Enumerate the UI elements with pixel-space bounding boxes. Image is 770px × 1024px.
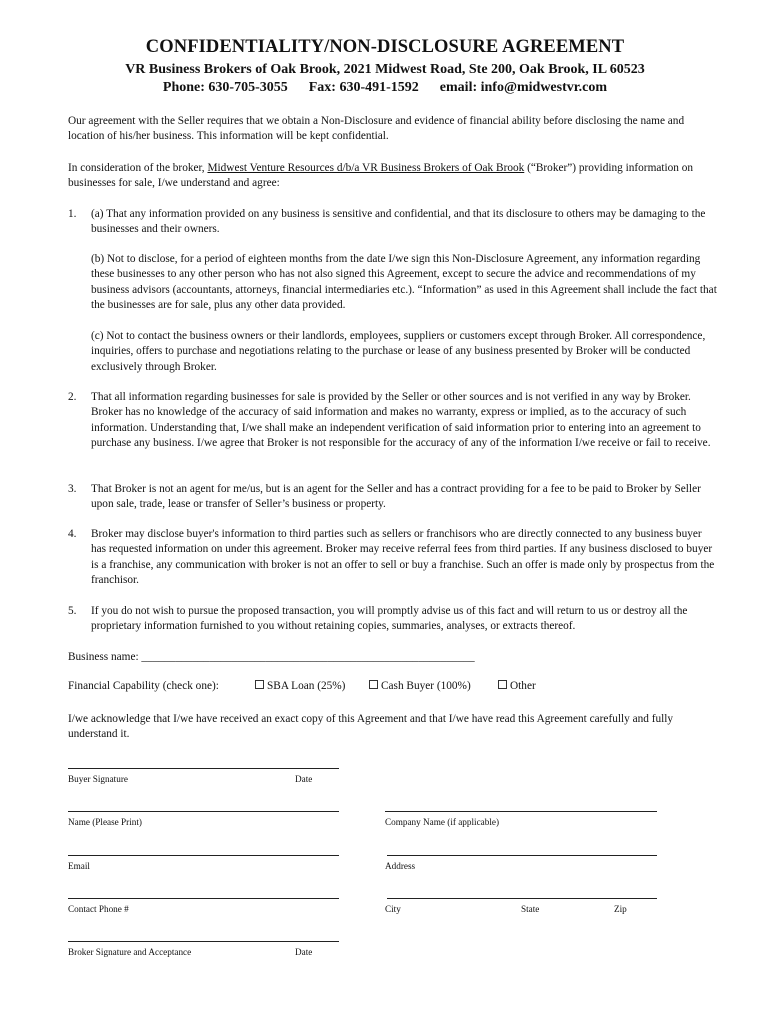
- state-label: State: [521, 904, 540, 914]
- fax-number: Fax: 630-491-1592: [308, 80, 419, 95]
- clause-1b: (b) Not to disclose, for a period of eighteen months from the date I/we sign this Non-Disclosure Agreement, any information regarding these businesses to any other person who has not also signed this Agreement, except to secure the advice and recommendations of my business advisors (accountants, attorneys, financial intermediaries etc.). “Information” as used in this Agreement shall include the fact that the businesses are for sale, plus any other data provided.: [91, 253, 717, 312]
- clause-3: That Broker is not an agent for me/us, but is an agent for the Seller and has a contract providing for a fee to be paid to Broker by Seller upon sale, trade, lease or transfer of Seller’s business or property.: [91, 483, 701, 511]
- clause-5: If you do not wish to pursue the proposed transaction, you will promptly advise us of this fact and will return to us or destroy all the proprietary information furnished to you without retaining copies, summaries, analyses, or extracts thereof.: [91, 605, 688, 633]
- address-line[interactable]: [387, 855, 657, 856]
- other-checkbox[interactable]: [498, 680, 507, 689]
- other-label: Other: [510, 680, 536, 692]
- name-print-line[interactable]: [68, 811, 339, 812]
- company-name-line[interactable]: [385, 811, 657, 812]
- name-print-label: Name (Please Print): [68, 817, 142, 827]
- buyer-signature-label: Buyer Signature: [68, 774, 128, 784]
- email-label: Email: [68, 861, 90, 871]
- sba-loan-checkbox[interactable]: [255, 680, 264, 689]
- financial-capability-label: Financial Capability (check one):: [68, 680, 219, 692]
- broker-name: Midwest Venture Resources d/b/a VR Business Brokers of Oak Brook: [207, 162, 525, 174]
- phone-number: Phone: 630-705-3055: [162, 80, 288, 95]
- clause-2: That all information regarding businesses for sale is provided by the Seller or other sources and is not verified in any way by Broker. Broker has no knowledge of the accuracy of said information and makes no warranty, express or implied, as to the accuracy of such information. Understanding that, I/we shall make an independent verification of said information prior to entering into an agreement to purchase any business. I/we agree that Broker is not responsible for the accuracy of any of the information I/we receive or fail to receive.: [91, 391, 711, 450]
- clause-4: Broker may disclose buyer's information to third parties such as sellers or franchisors who are directly connected to any business buyer has requested information on under this agreement. Broker may receive referral fees from third parties. If any business disclosed to buyer is a franchise, any communication with broker is not an offer to sell or buy a franchise. Such an offer is made only by prospectus from the franchisor.: [91, 528, 715, 587]
- consideration-suffix: (“Broker”) providing information on businesses for sale, I/we understand and agree:: [68, 162, 694, 190]
- clause-1c: (c) Not to contact the business owners or their landlords, employees, suppliers or customers except through Broker. All correspondence, inquiries, offers to purchase and negotiations relating to the purchase or lease of any business presented by Broker will be conducted exclusively through Broker.: [91, 330, 706, 373]
- item-number: 5.: [68, 605, 77, 617]
- consideration-prefix: In consideration of the broker,: [68, 162, 208, 174]
- buyer-signature-line[interactable]: [68, 768, 339, 769]
- city-label: City: [385, 904, 401, 914]
- broker-date-label: Date: [295, 947, 313, 957]
- city-state-zip-line[interactable]: [387, 898, 657, 899]
- item-number: 4.: [68, 528, 77, 540]
- sba-loan-label: SBA Loan (25%): [267, 680, 346, 692]
- company-name-label: Company Name (if applicable): [385, 817, 500, 827]
- email-address: email: info@midwestvr.com: [439, 80, 608, 95]
- item-number: 3.: [68, 483, 77, 495]
- acknowledgement-paragraph: I/we acknowledge that I/we have received an exact copy of this Agreement and that I/we have read this Agreement carefully and fully understand it.: [68, 713, 674, 741]
- broker-signature-line[interactable]: [68, 941, 339, 942]
- address-label: Address: [385, 861, 416, 871]
- clause-1a: (a) That any information provided on any business is sensitive and confidential, and that its disclosure to others may be damaging to the businesses and their owners.: [91, 208, 706, 236]
- zip-label: Zip: [614, 904, 627, 914]
- cash-buyer-label: Cash Buyer (100%): [381, 680, 471, 692]
- document-title: CONFIDENTIALITY/NON-DISCLOSURE AGREEMENT: [145, 37, 625, 57]
- business-name-field[interactable]: Business name: ___________________________________________________________: [68, 651, 475, 663]
- contact-phone-line[interactable]: [68, 898, 339, 899]
- sba-loan-option[interactable]: [255, 680, 345, 692]
- cash-buyer-option[interactable]: [369, 680, 471, 692]
- consideration-paragraph: [68, 161, 718, 192]
- other-option[interactable]: [498, 680, 536, 692]
- item-number: 1.: [68, 208, 77, 220]
- broker-signature-label: Broker Signature and Acceptance: [68, 947, 192, 957]
- broker-address: VR Business Brokers of Oak Brook, 2021 Midwest Road, Ste 200, Oak Brook, IL 60523: [125, 62, 645, 77]
- contact-phone-label: Contact Phone #: [68, 904, 129, 914]
- contact-line: [0, 80, 770, 96]
- email-line[interactable]: [68, 855, 339, 856]
- date-label: Date: [295, 774, 313, 784]
- cash-buyer-checkbox[interactable]: [369, 680, 378, 689]
- intro-paragraph: Our agreement with the Seller requires that we obtain a Non-Disclosure and evidence of financial ability before disclosing the name and location of his/her business. This information will be kept confidential.: [68, 115, 685, 143]
- item-number: 2.: [68, 391, 77, 403]
